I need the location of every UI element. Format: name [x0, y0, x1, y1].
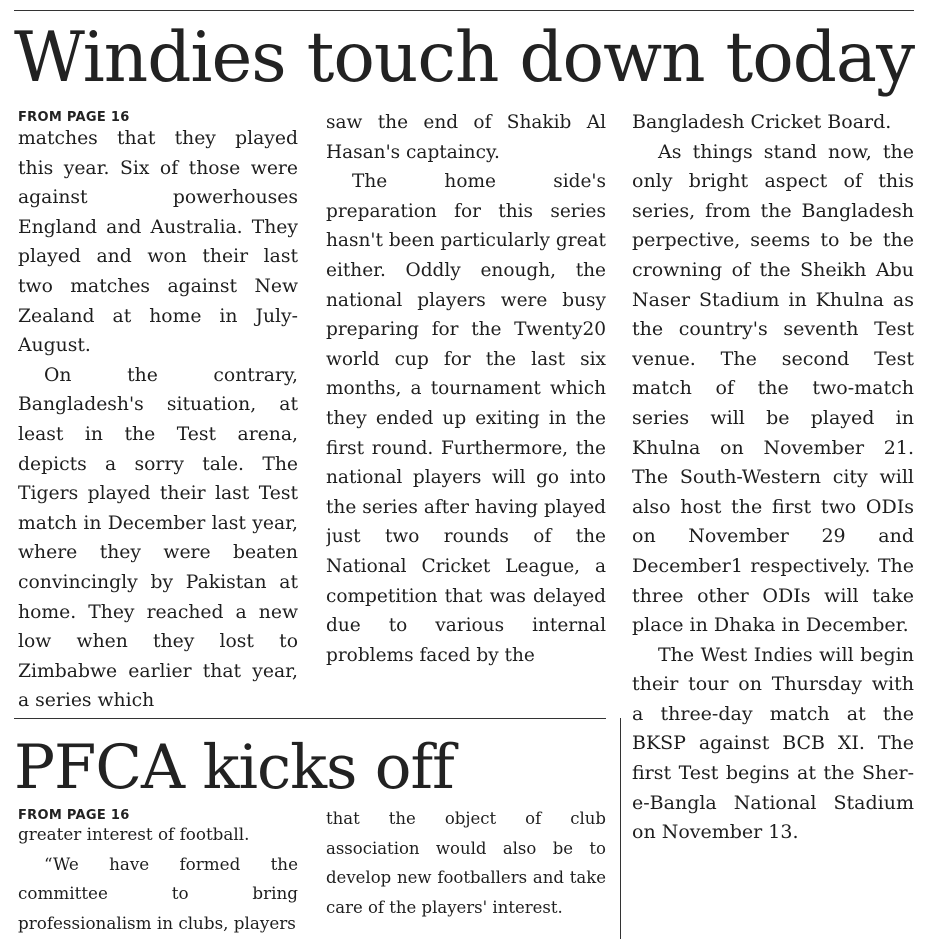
pfca-column-1: [18, 820, 298, 939]
paragraph: On the contrary, Bangladesh's situation, at least in the Test arena, depicts a sorry tale. The Tigers played their last Test match in December last year, where they were beaten convincingly by Pakistan at home. They reached a new low when they lost to Zimbabwe earlier that year, a series which: [18, 364, 298, 712]
paragraph: As things stand now, the only bright aspect of this series, from the Bangladesh perpective, seems to be the crowning of the Sheikh Abu Naser Stadium in Khulna as the country's seventh Test venue. The second Test match of the two-match series will be played in Khulna on November 21. The South-Western city will also host the first two ODIs on November 29 and December1 respectively. The three other ODIs will take place in Dhaka in December.: [632, 140, 914, 637]
jump-label-pfca: FROM PAGE 16: [18, 808, 130, 823]
jump-label-windies: FROM PAGE 16: [18, 110, 130, 125]
windies-column-1: [18, 124, 298, 716]
windies-column-2: [326, 108, 606, 716]
paragraph: The home side's preparation for this series hasn't been particularly great either. Oddly enough, the national players were busy preparing for the Twenty20 world cup for the last six months, a tournament which they ended up exiting in the first round. Furthermore, the national players will go into the series after having played just two rounds of the National Cricket League, a competition that was delayed due to various internal problems faced by the: [326, 171, 606, 666]
headline-pfca: PFCA kicks off: [14, 732, 454, 803]
windies-column-3: [632, 108, 914, 938]
paragraph: greater interest of football.: [18, 824, 250, 844]
paragraph: “We have formed the committee to bring professionalism in clubs, players: [18, 853, 298, 933]
paragraph: matches that they played this year. Six of those were against powerhouses England and Australia. They played and won their last two matches against New Zealand at home in July-August.: [18, 128, 298, 357]
paragraph: that the object of club association would also be to develop new footballers and take care of the players' interest.: [326, 809, 606, 917]
paragraph: Bangladesh Cricket Board.: [632, 111, 892, 133]
paragraph: saw the end of Shakib Al Hasan's captaincy.: [326, 112, 606, 163]
column-rule: [620, 718, 621, 939]
headline-windies: Windies touch down today: [14, 18, 915, 98]
pfca-column-2: [326, 804, 606, 939]
section-rule: [14, 718, 606, 719]
paragraph: The West Indies will begin their tour on Thursday with a three-day match at the BKSP against BCB XI. The first Test begins at the Sher-e-Bangla National Stadium on November 13.: [632, 643, 914, 844]
